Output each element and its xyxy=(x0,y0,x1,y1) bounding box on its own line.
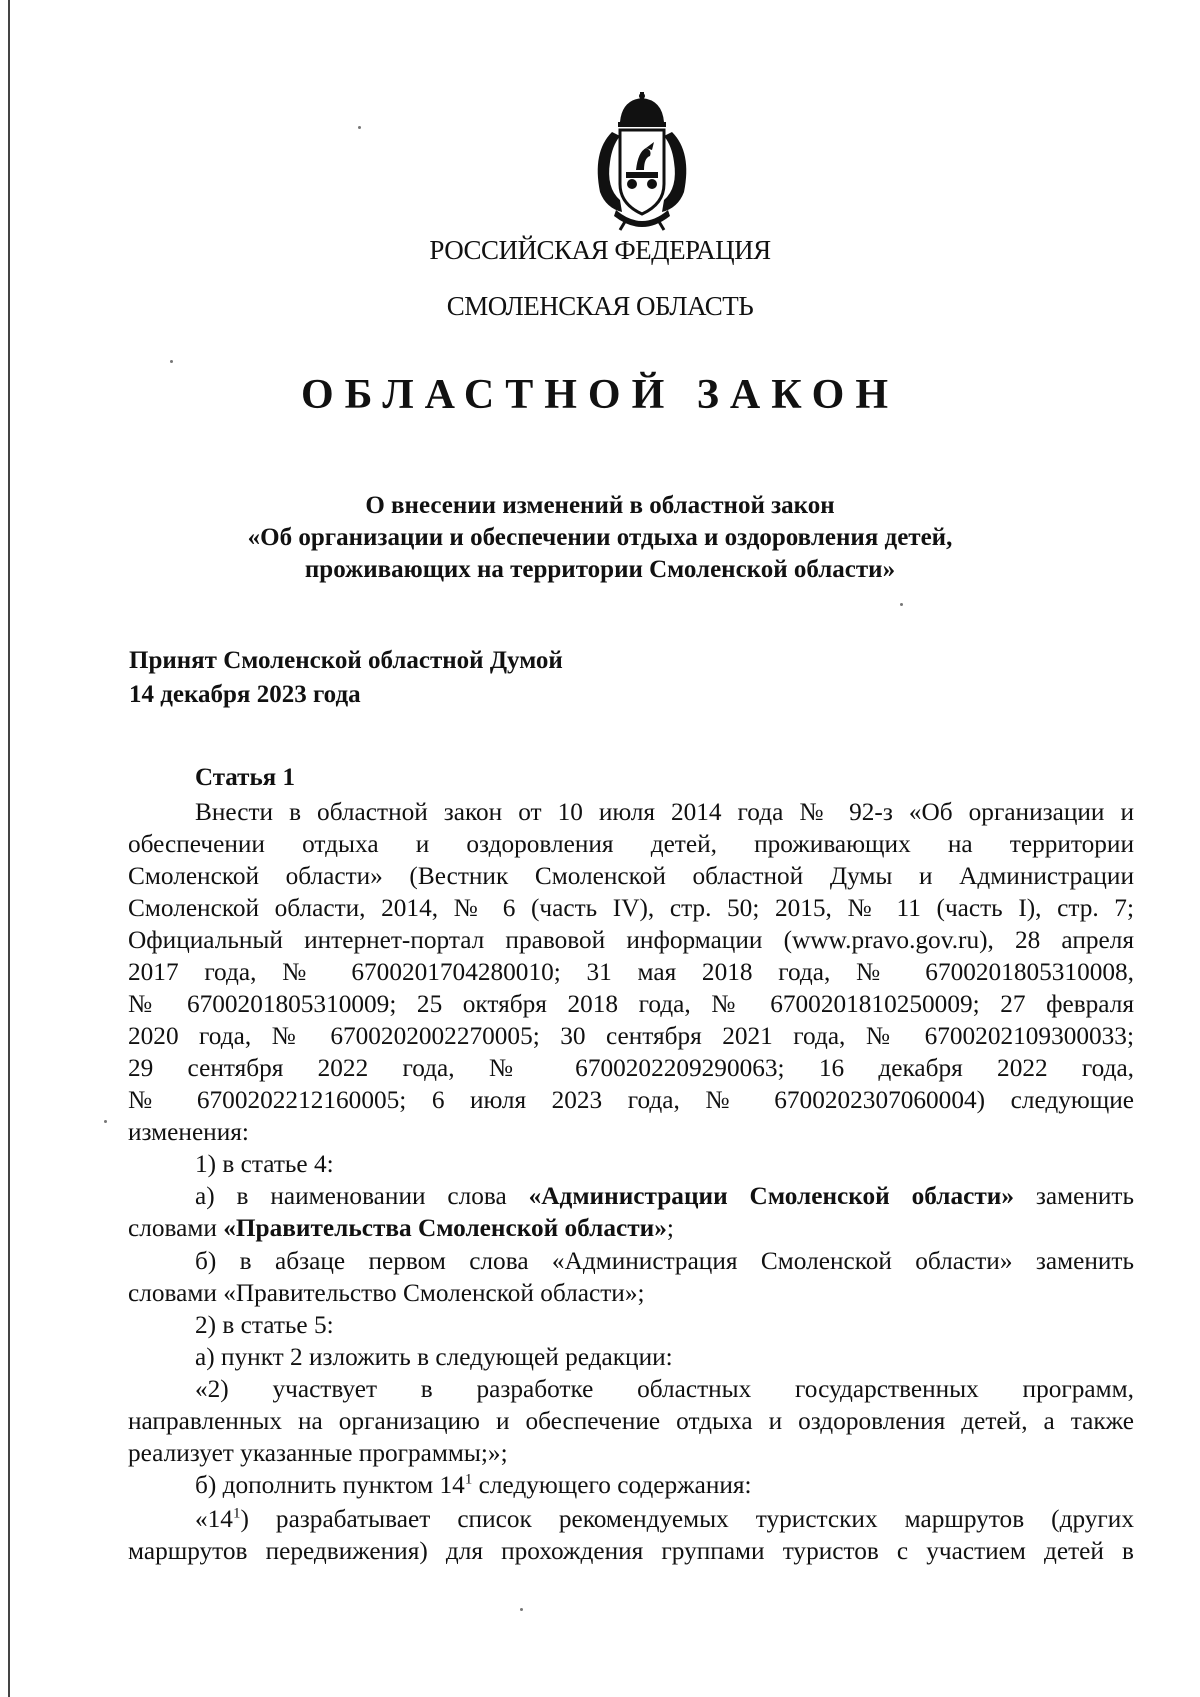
intro-line-10: № 6700202212160005; 6 июля 2023 года, № 6700202307060004) следующие xyxy=(128,1086,1134,1114)
item-1a-text-post: заменить xyxy=(1014,1182,1134,1210)
item-1a-line-1 xyxy=(195,1182,1134,1211)
item-2b-quote-line-2: маршрутов передвижения) для прохождения группами туристов с участием детей в xyxy=(128,1537,1134,1565)
scan-speck xyxy=(358,126,361,129)
article-heading: Статья 1 xyxy=(195,764,295,791)
intro-line-2: обеспечении отдыха и оздоровления детей, проживающих на территории xyxy=(128,830,1134,858)
item-2b-post: следующего содержания: xyxy=(472,1471,752,1499)
item-1b-line-1: б) в абзаце первом слова «Администрация Смоленской области» заменить xyxy=(195,1247,1134,1275)
header-country: РОССИЙСКАЯ ФЕДЕРАЦИЯ xyxy=(429,235,771,265)
item-2b-superscript: 1 xyxy=(464,1471,473,1488)
item-1b-line-2: словами «Правительство Смоленской области»; xyxy=(128,1279,645,1307)
document-type: ОБЛАСТНОЙ ЗАКОН xyxy=(300,372,900,418)
intro-line-8: 2020 года, № 6700202002270005; 30 сентября 2021 года, № 6700202109300033; xyxy=(128,1022,1134,1050)
item-1a-bold-old-name: «Администрации Смоленской области» xyxy=(528,1182,1014,1210)
item-1a-text-pre: а) в наименовании слова xyxy=(195,1182,529,1210)
item-2b-quote-pre: «14 xyxy=(195,1505,233,1533)
title-line-2: «Об организации и обеспечении отдыха и оздоровления детей, xyxy=(247,524,953,551)
item-2a: а) пункт 2 изложить в следующей редакции: xyxy=(195,1343,673,1371)
item-1: 1) в статье 4: xyxy=(195,1150,334,1178)
item-2b-quote-superscript: 1 xyxy=(232,1505,241,1522)
header-region: СМОЛЕНСКАЯ ОБЛАСТЬ xyxy=(446,291,754,321)
item-2b-pre: б) дополнить пунктом 14 xyxy=(195,1471,465,1499)
coat-of-arms-emblem xyxy=(586,92,698,232)
intro-line-11: изменения: xyxy=(128,1118,249,1146)
item-2a-quote-line-3: реализует указанные программы;»; xyxy=(128,1439,508,1467)
title-line-3: проживающих на территории Смоленской области» xyxy=(304,556,896,583)
scan-speck xyxy=(900,603,903,606)
item-2b xyxy=(195,1471,752,1500)
scan-speck xyxy=(520,1608,523,1611)
adoption-date: 14 декабря 2023 года xyxy=(129,681,361,708)
item-2: 2) в статье 5: xyxy=(195,1311,334,1339)
intro-line-4: Смоленской области, 2014, № 6 (часть IV), стр. 50; 2015, № 11 (часть I), стр. 7; xyxy=(128,894,1134,922)
item-2b-quote-post: ) разрабатывает список рекомендуемых туристских маршрутов (других xyxy=(240,1505,1134,1533)
item-1a-cont-pre: словами xyxy=(128,1214,224,1242)
intro-line-3: Смоленской области» (Вестник Смоленской областной Думы и Администрации xyxy=(128,862,1134,890)
item-2a-quote-line-2: направленных на организацию и обеспечение отдыха и оздоровления детей, а также xyxy=(128,1407,1134,1435)
item-2a-quote-line-1: «2) участвует в разработке областных государственных программ, xyxy=(195,1375,1134,1403)
item-1a-bold-new-name: «Правительства Смоленской области» xyxy=(223,1214,667,1242)
intro-line-6: 2017 года, № 6700201704280010; 31 мая 2018 года, № 6700201805310008, xyxy=(128,958,1134,986)
scan-speck xyxy=(170,360,173,363)
adoption-block xyxy=(129,644,563,712)
item-1a-cont-post: ; xyxy=(666,1214,674,1242)
item-1a-line-2 xyxy=(128,1214,674,1243)
intro-line-7: № 6700201805310009; 25 октября 2018 года, № 6700201810250009; 27 февраля xyxy=(128,990,1134,1018)
item-2b-quote-line-1 xyxy=(195,1505,1134,1534)
adoption-line-1: Принят Смоленской областной Думой xyxy=(129,647,563,674)
scan-speck xyxy=(104,1120,107,1123)
intro-line-1: Внести в областной закон от 10 июля 2014 года № 92-з «Об организации и xyxy=(195,798,1134,826)
intro-line-5: Официальный интернет-портал правовой информации (www.pravo.gov.ru), 28 апреля xyxy=(128,926,1134,954)
title-line-1: О внесении изменений в областной закон xyxy=(365,492,835,519)
intro-line-9: 29 сентября 2022 года, № 6700202209290063; 16 декабря 2022 года, xyxy=(128,1054,1134,1082)
